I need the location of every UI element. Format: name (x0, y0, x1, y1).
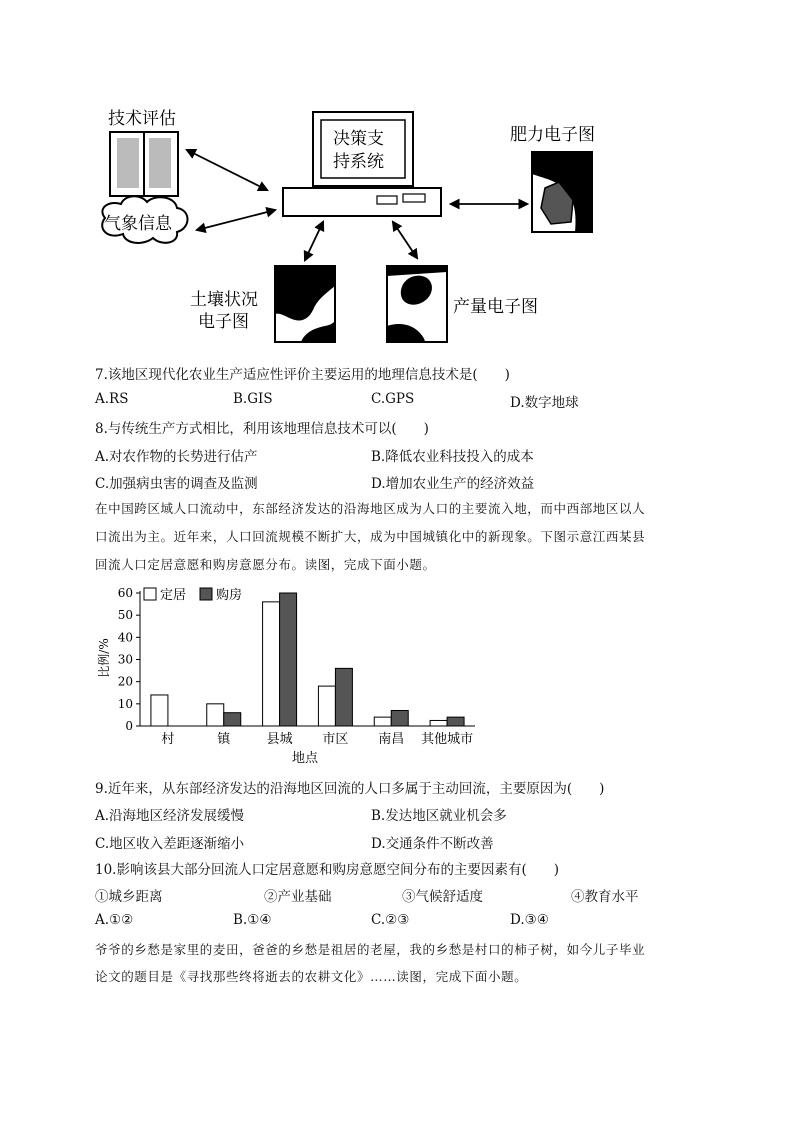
passage1-line: 回流人口定居意愿和购房意愿分布。读图，完成下面小题。 (95, 557, 436, 572)
q10-factor-2: ②产业基础 (264, 889, 332, 905)
arrow-yield (393, 222, 417, 258)
bar-purchase (391, 710, 408, 726)
y-tick-label: 60 (117, 586, 133, 600)
y-tick-label: 20 (117, 674, 133, 689)
bar-settle (207, 704, 224, 726)
agri-gis-diagram (95, 100, 620, 350)
fertility-map-label: 肥力电子图 (510, 125, 595, 145)
q7-stem: 7.该地区现代化农业生产适应性评价主要运用的地理信息技术是( ) (95, 367, 510, 383)
bar-chart (95, 578, 495, 768)
q10-option-c: C.②③ (371, 912, 410, 928)
x-axis-label: 地点 (291, 751, 319, 766)
q7-option-d: D.数字地球 (510, 395, 579, 411)
q9-option-c: C.地区收入差距逐渐缩小 (95, 836, 245, 852)
q10-factor-3: ③气候舒适度 (402, 889, 483, 905)
arrow-tech-eval (187, 150, 267, 190)
bar-settle (374, 717, 391, 726)
arrow-soil (305, 222, 323, 260)
bar-settle (263, 602, 280, 726)
q8-stem: 8.与传统生产方式相比，利用该地理信息技术可以( ) (95, 421, 429, 437)
bar-settle (430, 720, 447, 726)
x-tick-label: 县城 (266, 732, 293, 747)
q9-option-d: D.交通条件不断改善 (371, 836, 494, 852)
passage1-line: 口流出为主。近年来，人口回流规模不断扩大，成为中国城镇化中的新现象。下图示意江西某县 (95, 529, 646, 544)
weather-label: 气象信息 (104, 214, 172, 234)
q7-option-b: B.GIS (233, 391, 273, 407)
dss-label-line1: 决策支 (333, 129, 384, 149)
yield-map-label: 产量电子图 (453, 297, 538, 317)
dss-label-line2: 持系统 (333, 152, 384, 172)
q7-option-c: C.GPS (371, 391, 415, 407)
legend-swatch (144, 588, 156, 600)
soil-map-label-line1: 土壤状况 (190, 290, 258, 310)
soil-map-label-line2: 电子图 (198, 312, 249, 332)
q10-option-a: A.①② (95, 912, 134, 928)
q8-option-c: C.加强病虫害的调查及监测 (95, 476, 258, 492)
y-tick-label: 50 (117, 608, 133, 623)
fertility-map-icon (532, 152, 592, 232)
legend-label: 购房 (216, 588, 243, 603)
q7-option-a: A.RS (95, 391, 129, 407)
y-tick-label: 30 (117, 652, 133, 667)
q10-stem: 10.影响该县大部分回流人口定居意愿和购房意愿空间分布的主要因素有( ) (95, 862, 560, 878)
bar-settle (318, 686, 335, 726)
soil-map-icon (275, 266, 335, 342)
x-tick-label: 镇 (217, 732, 231, 747)
q10-option-b: B.①④ (233, 912, 272, 928)
x-tick-label: 其他城市 (421, 732, 474, 747)
q8-option-a: A.对农作物的长势进行估产 (95, 449, 258, 465)
q10-factor-4: ④教育水平 (571, 889, 639, 905)
x-tick-label: 村 (161, 732, 175, 747)
q9-option-b: B.发达地区就业机会多 (371, 808, 507, 824)
q9-stem: 9.近年来，从东部经济发达的沿海地区回流的人口多属于主动回流，主要原因为( ) (95, 781, 605, 797)
x-tick-label: 南昌 (378, 732, 405, 747)
yield-map-icon (387, 266, 447, 342)
tech-eval-label: 技术评估 (108, 109, 176, 129)
passage1-line: 在中国跨区域人口流动中，东部经济发达的沿海地区成为人口的主要流入地，而中西部地区以人 (95, 501, 646, 516)
q10-factor-1: ①城乡距离 (95, 889, 163, 905)
legend-label: 定居 (160, 588, 187, 603)
passage2-line: 爷爷的乡愁是家里的麦田，爸爸的乡愁是祖居的老屋，我的乡愁是村口的柿子树，如今儿子毕业 (95, 942, 646, 957)
bar-settle (151, 695, 168, 726)
bar-purchase (224, 713, 241, 726)
bar-purchase (447, 717, 464, 726)
q9-option-a: A.沿海地区经济发展缓慢 (95, 808, 245, 824)
book-icon (110, 132, 178, 196)
legend-swatch (200, 588, 212, 600)
passage2-line: 论文的题目是《寻找那些终将逝去的农耕文化》……读图，完成下面小题。 (95, 969, 528, 984)
y-axis-label: 比例/% (97, 638, 111, 678)
q8-option-d: D.增加农业生产的经济效益 (371, 476, 535, 492)
q10-option-d: D.③④ (510, 912, 549, 928)
y-tick-label: 40 (117, 630, 133, 645)
bar-purchase (280, 593, 297, 726)
arrow-weather (197, 210, 275, 230)
y-tick-label: 10 (117, 696, 133, 711)
y-tick-label: 0 (125, 719, 133, 733)
q8-option-b: B.降低农业科技投入的成本 (371, 449, 534, 465)
bar-purchase (335, 668, 352, 726)
x-tick-label: 市区 (322, 732, 349, 747)
